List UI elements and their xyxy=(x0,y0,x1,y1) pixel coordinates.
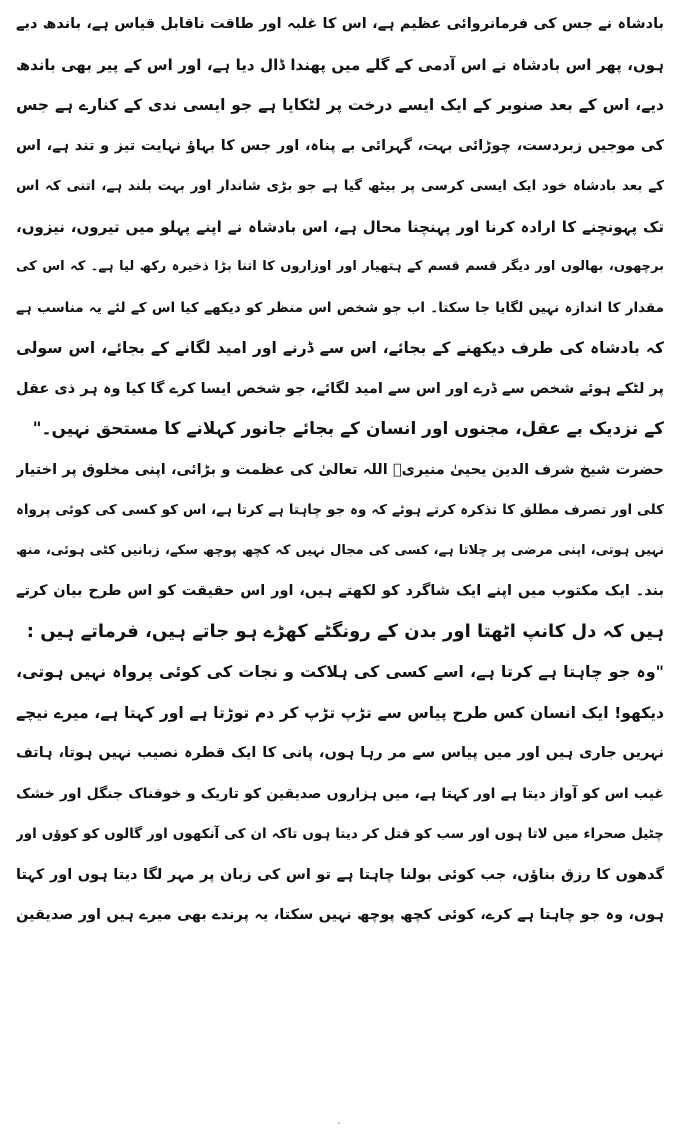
page-speck: · xyxy=(337,1119,341,1130)
text-line: پر لٹکے ہوئے شخص سے ڈرے اور اس سے امید لگائے، جو شخص ایسا کرے گا کیا وہ ہر ذی عقل xyxy=(16,380,664,397)
text-line: ہوں، پھر اس بادشاہ نے اس آدمی کے گلے میں پھندا ڈال دیا ہے، اور اس کے پیر بھی باندھ xyxy=(16,55,664,74)
text-line: نہریں جاری ہیں اور میں پیاس سے مر رہا ہوں، پانی کا ایک قطرہ نصیب نہیں ہوتا، ہاتف xyxy=(16,745,664,761)
text-line: بادشاہ نے جس کی فرمانروائی عظیم ہے، اس کا غلبہ اور طاقت ناقابل قیاس ہے، باندھ دیے xyxy=(16,16,664,32)
text-line: ہوں، وہ جو چاہتا ہے کرے، کوئی کچھ پوچھ نہیں سکتا، یہ پرندے بھی میرے ہیں اور صدیقین xyxy=(16,907,664,923)
text-line: دیے، اس کے بعد صنوبر کے ایک ایسے درخت پر لٹکایا ہے جو ایسی ندی کے کنارے ہے جس xyxy=(16,96,664,114)
text-line: چٹیل صحراء میں لاتا ہوں اور سب کو قتل کر دیتا ہوں تاکہ ان کی آنکھوں اور گالوں کو کوؤں اور xyxy=(16,826,664,842)
text-line: کلی اور تصرف مطلق کا تذکرہ کرتے ہوئے کہ وہ جو چاہتا ہے کرتا ہے، اس کو کسی کی کوئی پرواہ xyxy=(16,502,664,518)
text-line: حضرت شیخ شرف الدین یحییٰ منیریؒ اللہ تعالیٰ کی عظمت و بڑائی، اپنی مخلوق پر اختیار xyxy=(16,461,664,478)
text-line: نہیں ہوتی، اپنی مرضی پر چلاتا ہے، کسی کی مجال نہیں کہ کچھ پوچھ سکے، زبانیں کٹی ہوئی، منھ xyxy=(16,542,664,558)
text-line: ہیں کہ دل کانپ اٹھتا اور بدن کے رونگٹے کھڑے ہو جاتے ہیں، فرماتے ہیں : xyxy=(26,620,664,642)
text-line: برچھوں، بھالوں اور دیگر قسم قسم کے ہتھیار اور اوزاروں کا اتنا بڑا ذخیرہ رکھ لیا ہے۔ کہ اس کی xyxy=(16,259,664,274)
text-line: کہ بادشاہ کی طرف دیکھنے کے بجائے، اس سے ڈرنے اور امید لگانے کے بجائے، اس سولی xyxy=(16,339,664,357)
text-line: کی موجیں زبردست، چوڑائی بہت، گہرائی بے پناہ، اور جس کا بہاؤ نہایت تیز و تند ہے، اس xyxy=(16,137,664,154)
quote-end-line: کے نزدیک بے عقل، مجنوں اور انسان کے بجائے جانور کہلانے کا مستحق نہیں۔" xyxy=(32,419,664,439)
document-page xyxy=(16,4,664,1104)
text-line: کے بعد بادشاہ خود ایک ایسی کرسی پر بیٹھ گیا ہے جو بڑی شاندار اور بہت بلند ہے، اتنی کہ اس xyxy=(16,178,664,194)
text-line: بند۔ ایک مکتوب میں اپنے ایک شاگرد کو لکھتے ہیں، اور اس حقیقت کو اس طرح بیان کرتے xyxy=(16,583,664,599)
quote-start-line: "وہ جو چاہتا ہے کرتا ہے، اسے کسی کی ہلاکت و نجات کی کوئی پرواہ نہیں ہوتی، xyxy=(16,662,664,681)
text-line: مقدار کا اندازہ نہیں لگایا جا سکتا۔ اب جو شخص اس منظر کو دیکھے کیا اس کے لئے یہ مناسب ہے xyxy=(16,299,664,316)
text-line: گدھوں کا رزق بناؤں، جب کوئی بولنا چاہتا ہے تو اس کی زبان پر مہر لگا دیتا ہوں اور کہتا xyxy=(16,866,664,883)
text-line: دیکھو! ایک انسان کس طرح پیاس سے تڑپ تڑپ کر دم توڑتا ہے اور کہتا ہے، میرے نیچے xyxy=(16,703,664,722)
text-line: غیب اس کو آواز دیتا ہے اور کہتا ہے، میں ہزاروں صدیقین کو تاریک و خوفناک جنگل اور خشک xyxy=(16,785,664,802)
text-line: تک پہونچنے کا ارادہ کرنا اور پہنچنا محال ہے، اس بادشاہ نے اپنے پہلو میں تیروں، نیزوں، xyxy=(16,217,664,236)
